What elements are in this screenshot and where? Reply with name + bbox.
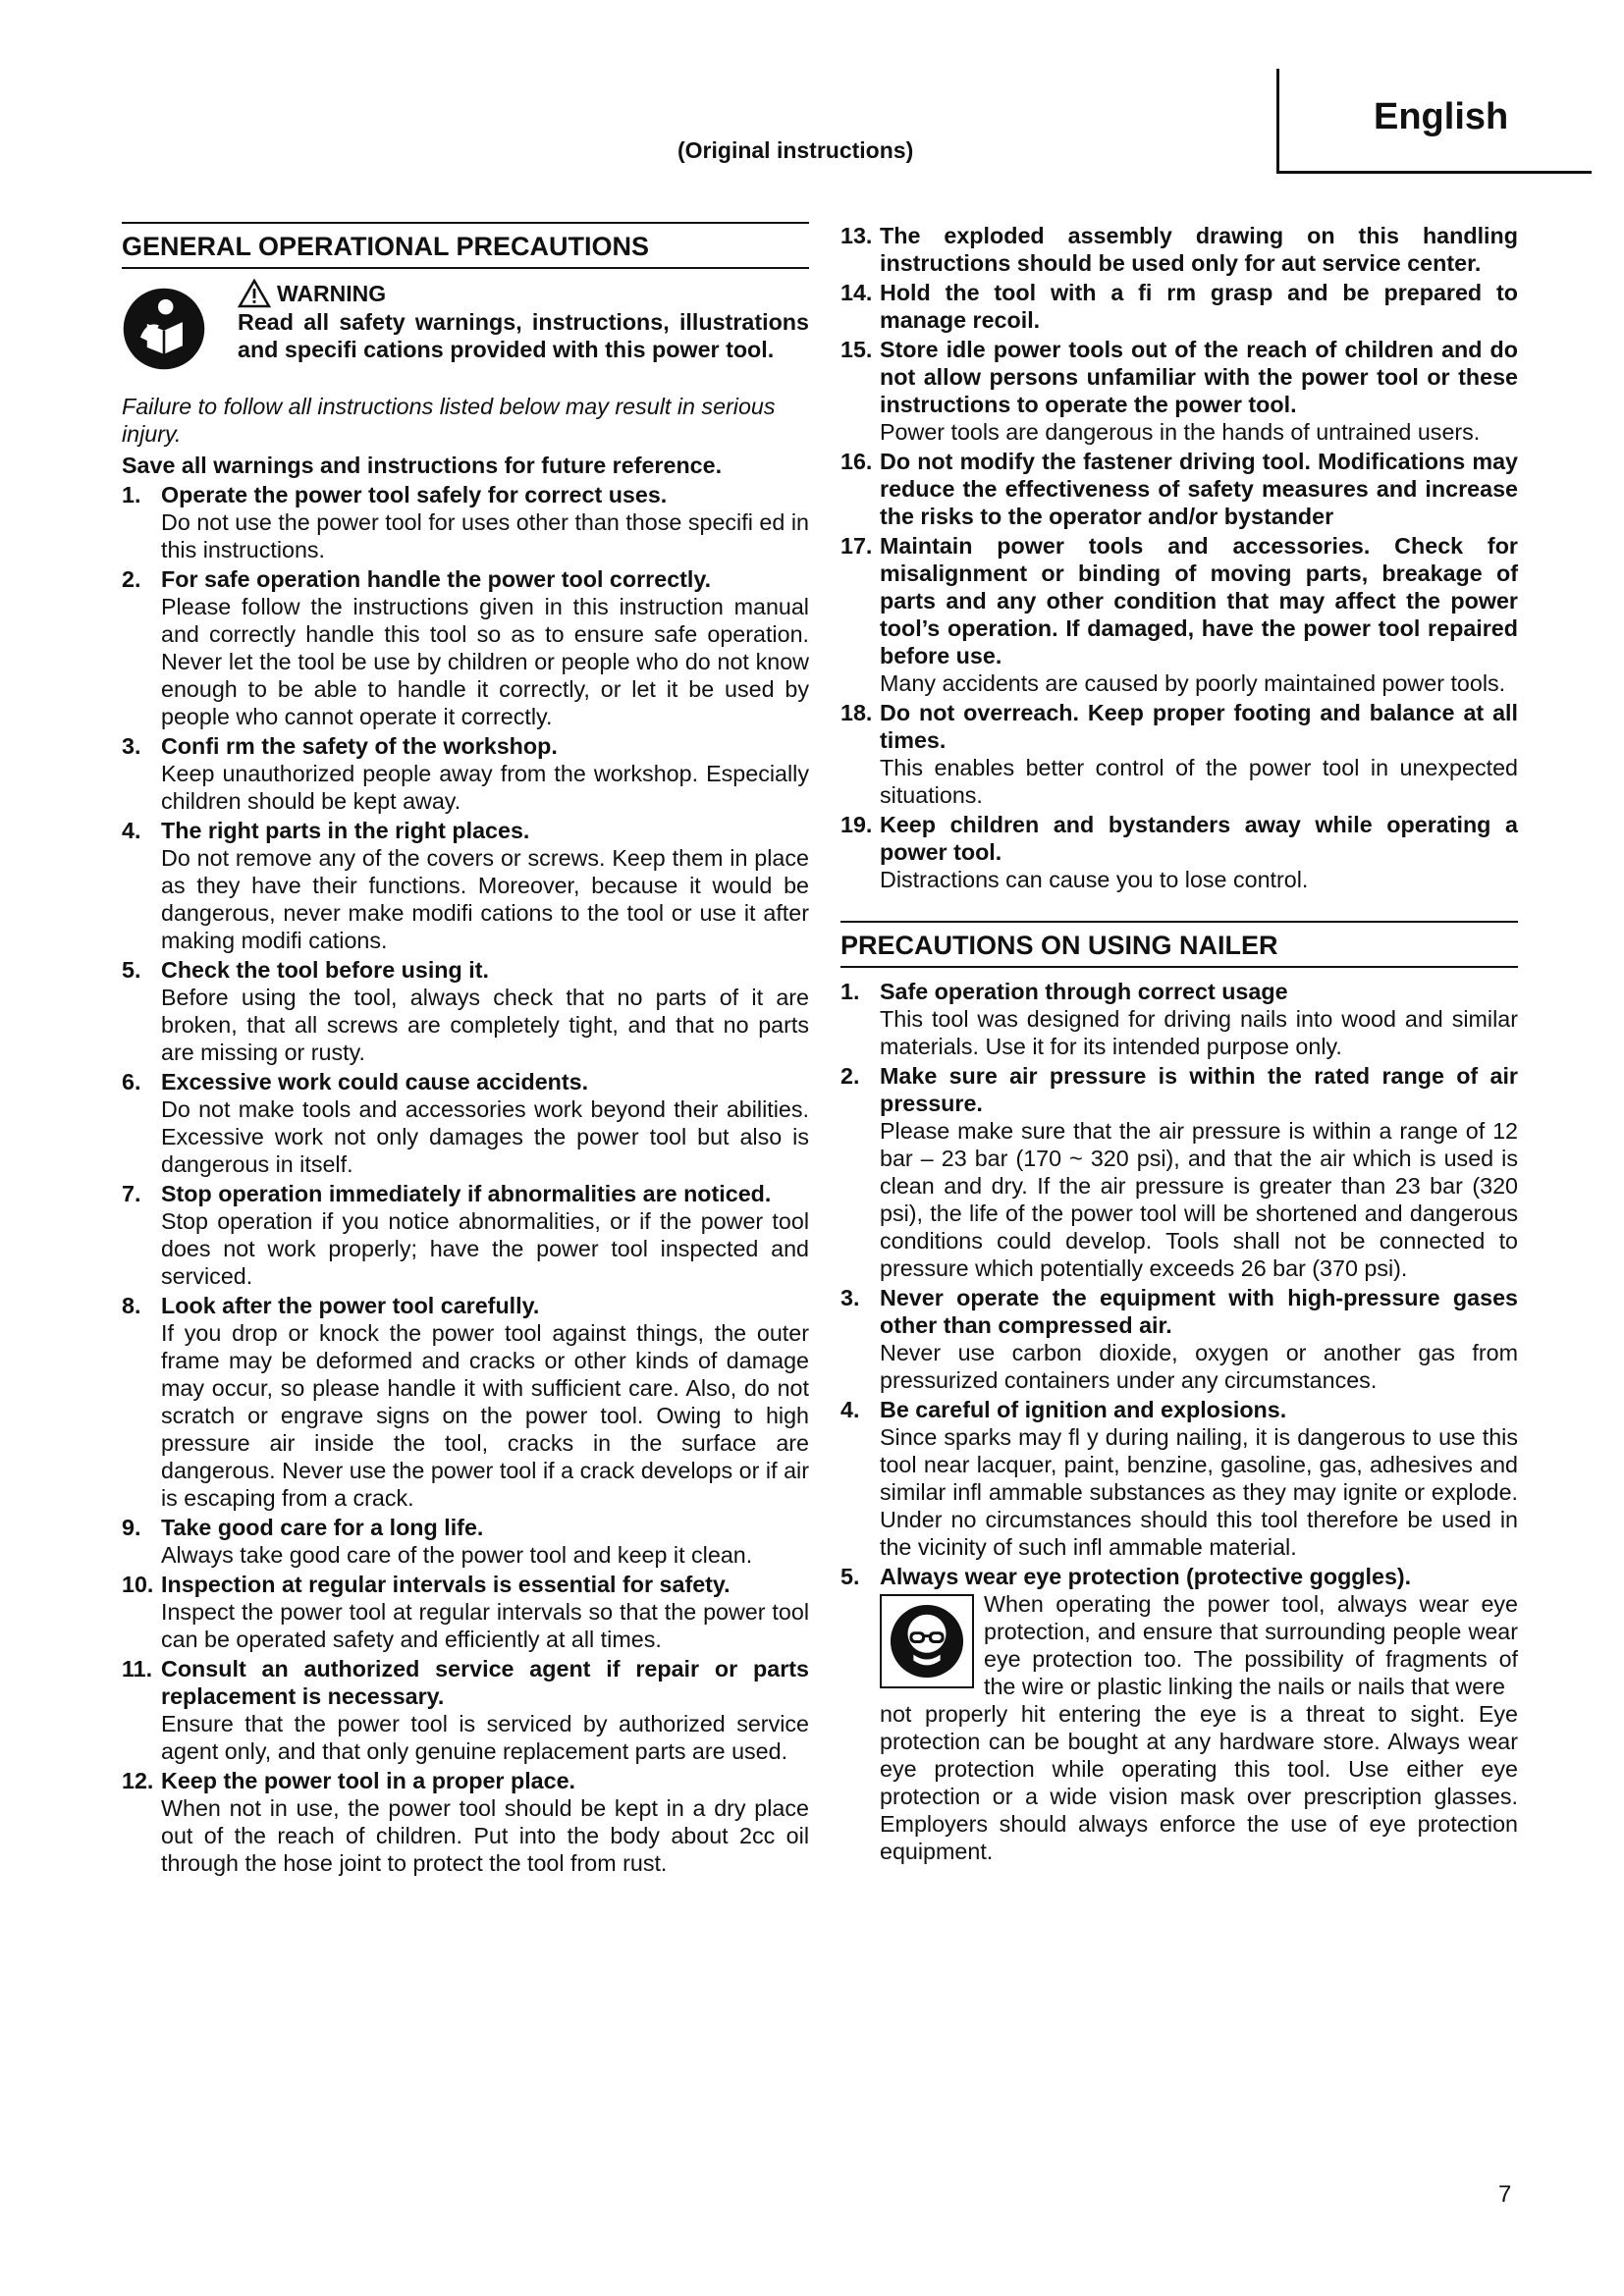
item-body: Never use carbon dioxide, oxygen or another gas from pressurized containers under any circumstances. (880, 1340, 1518, 1393)
item-body: If you drop or knock the power tool against things, the outer frame may be deformed and cracks or other kinds of damage may occur, so please handle it with sufficient care. Also, do not scratch or engrave signs on the power tool. Owing to high pressure air inside the tool, cracks in the surface are dangerous. Never use the power tool if a crack develops or if air is escaping from a crack. (161, 1320, 809, 1511)
item-number: 12. (122, 1768, 154, 1793)
item-body: Ensure that the power tool is serviced by authorized service agent only, and that only genuine replacement parts are used. (161, 1711, 809, 1764)
general-item (840, 336, 1518, 446)
item-title: Confi rm the safety of the workshop. (161, 733, 558, 759)
general-item (840, 222, 1518, 277)
general-item (122, 1180, 809, 1290)
item-title: Inspection at regular intervals is essential for safety. (161, 1572, 731, 1597)
item-title: Store idle power tools out of the reach of children and do not allow persons unfamiliar with the power tool or these instructions to operate the power tool. (880, 337, 1518, 417)
goggles-side-text: When operating the power tool, always wear eye protection, and ensure that surrounding people wear eye protection too. The possibility of fragments of the wire or plastic linking the nails or nails that were (984, 1591, 1518, 1699)
item-number: 4. (122, 818, 141, 843)
item-number: 3. (840, 1285, 860, 1310)
item-number: 4. (840, 1397, 860, 1422)
page-number: 7 (1498, 2181, 1512, 2208)
item-title: The right parts in the right places. (161, 818, 530, 843)
item-title: Never operate the equipment with high-pressure gases other than compressed air. (880, 1285, 1518, 1338)
nailer-item (840, 1396, 1518, 1561)
warning-triangle-icon (238, 279, 271, 308)
item-title: Make sure air pressure is within the rated range of air pressure. (880, 1063, 1518, 1116)
item-title: Excessive work could cause accidents. (161, 1069, 589, 1095)
item-body: Stop operation if you notice abnormalities, or if the power tool does not work properly; have the power tool inspected and serviced. (161, 1208, 809, 1289)
general-item (122, 1767, 809, 1877)
item-title: Do not modify the fastener driving tool. Modifications may reduce the effectiveness of safety measures and increase the risks to the operator and/or bystander (880, 449, 1518, 529)
item-number: 2. (840, 1063, 860, 1089)
goggles-item-title: Always wear eye protection (protective goggles). (880, 1564, 1412, 1589)
item-title: Do not overreach. Keep proper footing and balance at all times. (880, 700, 1518, 753)
general-item (840, 448, 1518, 530)
section-title-nailer: PRECAUTIONS ON USING NAILER (840, 921, 1518, 968)
item-number: 16. (840, 449, 873, 474)
warning-label: WARNING (277, 281, 387, 306)
read-manual-icon (122, 287, 206, 371)
right-column (840, 222, 1518, 1867)
item-number: 7. (122, 1181, 141, 1206)
general-item (840, 532, 1518, 697)
item-title: Maintain power tools and accessories. Check for misalignment or binding of moving parts, breakage of parts and any other condition that may affect the power tool’s operation. If damaged, have the power tool repaired before use. (880, 533, 1518, 668)
general-item (122, 1571, 809, 1653)
item-number: 18. (840, 700, 873, 725)
general-item (122, 565, 809, 730)
item-number: 14. (840, 280, 873, 305)
item-title: Consult an authorized service agent if repair or parts replacement is necessary. (161, 1656, 809, 1709)
item-body: Always take good care of the power tool and keep it clean. (161, 1542, 753, 1568)
item-title: Operate the power tool safely for correct uses. (161, 482, 668, 507)
item-body: This tool was designed for driving nails into wood and similar materials. Use it for its intended purpose only. (880, 1006, 1518, 1059)
item-number: 9. (122, 1515, 141, 1540)
item-title: The exploded assembly drawing on this handling instructions should be used only for aut service center. (880, 223, 1518, 276)
item-number: 17. (840, 533, 873, 559)
item-number: 8. (122, 1293, 141, 1318)
item-body: This enables better control of the power tool in unexpected situations. (880, 755, 1518, 808)
nailer-item (840, 978, 1518, 1060)
general-item (122, 817, 809, 954)
general-item (122, 732, 809, 815)
item-title: Keep children and bystanders away while operating a power tool. (880, 812, 1518, 865)
item-number: 10. (122, 1572, 154, 1597)
item-number: 6. (122, 1069, 141, 1095)
goggles-rest-text: not properly hit entering the eye is a threat to sight. Eye protection can be bought at any hardware store. Always wear eye protection while operating this tool. Use either eye protection or a wide vision mask over prescription glasses. Employers should always enforce the use of eye protection equipment. (880, 1701, 1518, 1864)
item-number: 1. (840, 979, 860, 1004)
nailer-item (840, 1062, 1518, 1282)
item-number: 15. (840, 337, 873, 362)
right-items-list (840, 222, 1518, 893)
item-title: Look after the power tool carefully. (161, 1293, 540, 1318)
item-body: Distractions can cause you to lose control. (880, 867, 1309, 892)
language-box (1276, 69, 1592, 174)
warning-text: Read all safety warnings, instructions, illustrations and specifi cations provided with this power tool. (238, 309, 809, 362)
goggles-item-number: 5. (840, 1564, 860, 1589)
item-number: 5. (122, 957, 141, 983)
item-body: Many accidents are caused by poorly maintained power tools. (880, 670, 1506, 696)
item-body: Keep unauthorized people away from the workshop. Especially children should be kept away. (161, 761, 809, 814)
general-item (122, 1068, 809, 1178)
left-items-list (122, 481, 809, 1877)
left-column (122, 222, 809, 1879)
original-instructions-label: (Original instructions) (677, 137, 914, 163)
general-item (122, 1655, 809, 1765)
general-item (122, 481, 809, 563)
item-title: Stop operation immediately if abnormalities are noticed. (161, 1181, 772, 1206)
item-title: Safe operation through correct usage (880, 979, 1288, 1004)
section-title-general: GENERAL OPERATIONAL PRECAUTIONS (122, 222, 809, 269)
item-number: 3. (122, 733, 141, 759)
nailer-items-list (840, 978, 1518, 1561)
general-item (122, 956, 809, 1066)
item-title: Take good care for a long life. (161, 1515, 484, 1540)
item-body: Do not make tools and accessories work beyond their abilities. Excessive work not only damages the power tool but also is dangerous in itself. (161, 1096, 809, 1177)
item-number: 2. (122, 566, 141, 592)
general-item (840, 811, 1518, 893)
item-body: Inspect the power tool at regular intervals so that the power tool can be operated safety and efficiently at all times. (161, 1599, 809, 1652)
goggles-icon (880, 1594, 974, 1688)
item-body: Since sparks may fl y during nailing, it is dangerous to use this tool near lacquer, paint, benzine, gasoline, gas, adhesives and similar infl ammable substances as they may ignite or explode. Under no circumstances should this tool therefore be used in the vicinity of such infl ammable material. (880, 1424, 1518, 1560)
item-number: 11. (122, 1656, 153, 1682)
item-body: Please make sure that the air pressure is within a range of 12 bar – 23 bar (170 ~ 320 psi), and that the air which is used is clean and dry. If the air pressure is greater than 23 bar (320 psi), the life of the power tool will be shortened and dangerous conditions could develop. Tools shall not be connected to pressure which potentially exceeds 26 bar (370 psi). (880, 1118, 1518, 1281)
item-body: Please follow the instructions given in this instruction manual and correctly handle this tool so as to ensure safe operation. Never let the tool be use by children or people who do not know enough to be able to handle it correctly, or let it be used by people who cannot operate it correctly. (161, 594, 809, 729)
item-title: Be careful of ignition and explosions. (880, 1397, 1287, 1422)
item-body: When not in use, the power tool should be kept in a dry place out of the reach of children. Put into the body about 2cc oil through the hose joint to protect the tool from rust. (161, 1795, 809, 1876)
item-title: Keep the power tool in a proper place. (161, 1768, 576, 1793)
language-label: English (1374, 96, 1509, 137)
item-title: Hold the tool with a fi rm grasp and be prepared to manage recoil. (880, 280, 1518, 333)
item-body: Before using the tool, always check that no parts of it are broken, that all screws are completely tight, and that no parts are missing or rusty. (161, 985, 809, 1065)
nailer-item (840, 1284, 1518, 1394)
item-number: 1. (122, 482, 141, 507)
item-body: Power tools are dangerous in the hands of untrained users. (880, 419, 1481, 445)
item-title: For safe operation handle the power tool correctly. (161, 566, 712, 592)
general-item (122, 1514, 809, 1569)
warning-heading (238, 279, 809, 308)
item-body: Do not use the power tool for uses other than those specifi ed in this instructions. (161, 509, 809, 562)
item-title: Check the tool before using it. (161, 957, 489, 983)
failure-text: Failure to follow all instructions listed below may result in serious injury. (122, 394, 776, 447)
general-item (840, 279, 1518, 334)
general-item (122, 1292, 809, 1512)
goggles-item (840, 1563, 1518, 1865)
item-number: 13. (840, 223, 873, 248)
warning-block (122, 279, 809, 387)
item-body: Do not remove any of the covers or screws. Keep them in place as they have their functions. Moreover, because it would be dangerous, never make modifi cations to the tool or use it after making modifi cations. (161, 845, 809, 953)
save-text: Save all warnings and instructions for future reference. (122, 453, 723, 478)
item-number: 19. (840, 812, 873, 837)
general-item (840, 699, 1518, 809)
